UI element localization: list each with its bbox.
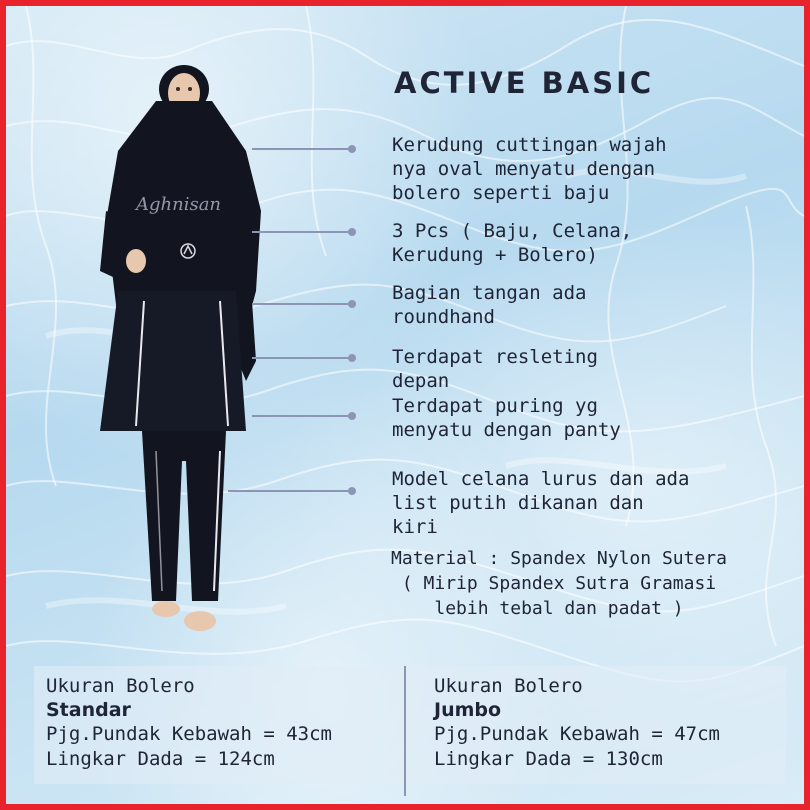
material-info xyxy=(324,546,794,621)
feature-kerudung: Kerudung cuttingan wajah nya oval menyatu dengan bolero seperti baju xyxy=(392,134,667,204)
leader-dot xyxy=(348,145,356,153)
size-name: Jumbo xyxy=(434,699,502,721)
brand-watermark: Aghnisan xyxy=(136,194,222,215)
product-title: ACTIVE BASIC xyxy=(394,66,655,100)
size-label: Ukuran Bolero xyxy=(46,675,195,697)
size-shoulder: Pjg.Pundak Kebawah = 43cm xyxy=(46,723,332,745)
leader-line xyxy=(252,357,352,359)
leader-line xyxy=(252,231,352,233)
feature-sleeve: Bagian tangan ada roundhand xyxy=(392,282,587,328)
leader-line xyxy=(252,303,352,305)
leader-line xyxy=(228,490,352,492)
leader-dot xyxy=(348,300,356,308)
leader-dot xyxy=(348,487,356,495)
feature-pieces: 3 Pcs ( Baju, Celana, Kerudung + Bolero) xyxy=(392,220,633,266)
leader-dot xyxy=(348,228,356,236)
feature-lining: Terdapat puring yg menyatu dengan panty xyxy=(392,395,621,441)
size-chest: Lingkar Dada = 130cm xyxy=(434,748,663,770)
material-line: Material : Spandex Nylon Sutera xyxy=(391,548,727,569)
size-chest: Lingkar Dada = 124cm xyxy=(46,748,275,770)
size-shoulder: Pjg.Pundak Kebawah = 47cm xyxy=(434,723,720,745)
feature-pants: Model celana lurus dan ada list putih dikanan dan kiri xyxy=(392,468,690,538)
size-label: Ukuran Bolero xyxy=(434,675,583,697)
size-jumbo xyxy=(434,674,720,772)
size-name: Standar xyxy=(46,699,131,721)
size-standar xyxy=(46,674,332,772)
model-wearing-swimsuit-image xyxy=(96,61,271,651)
leader-line xyxy=(252,415,352,417)
size-panel xyxy=(34,666,786,784)
material-line: lebih tebal dan padat ) xyxy=(434,598,684,619)
size-divider xyxy=(404,666,406,796)
leader-line xyxy=(252,148,352,150)
leader-dot xyxy=(348,354,356,362)
leader-dot xyxy=(348,412,356,420)
feature-zipper: Terdapat resleting depan xyxy=(392,346,598,392)
material-line: ( Mirip Spandex Sutra Gramasi xyxy=(401,573,717,594)
